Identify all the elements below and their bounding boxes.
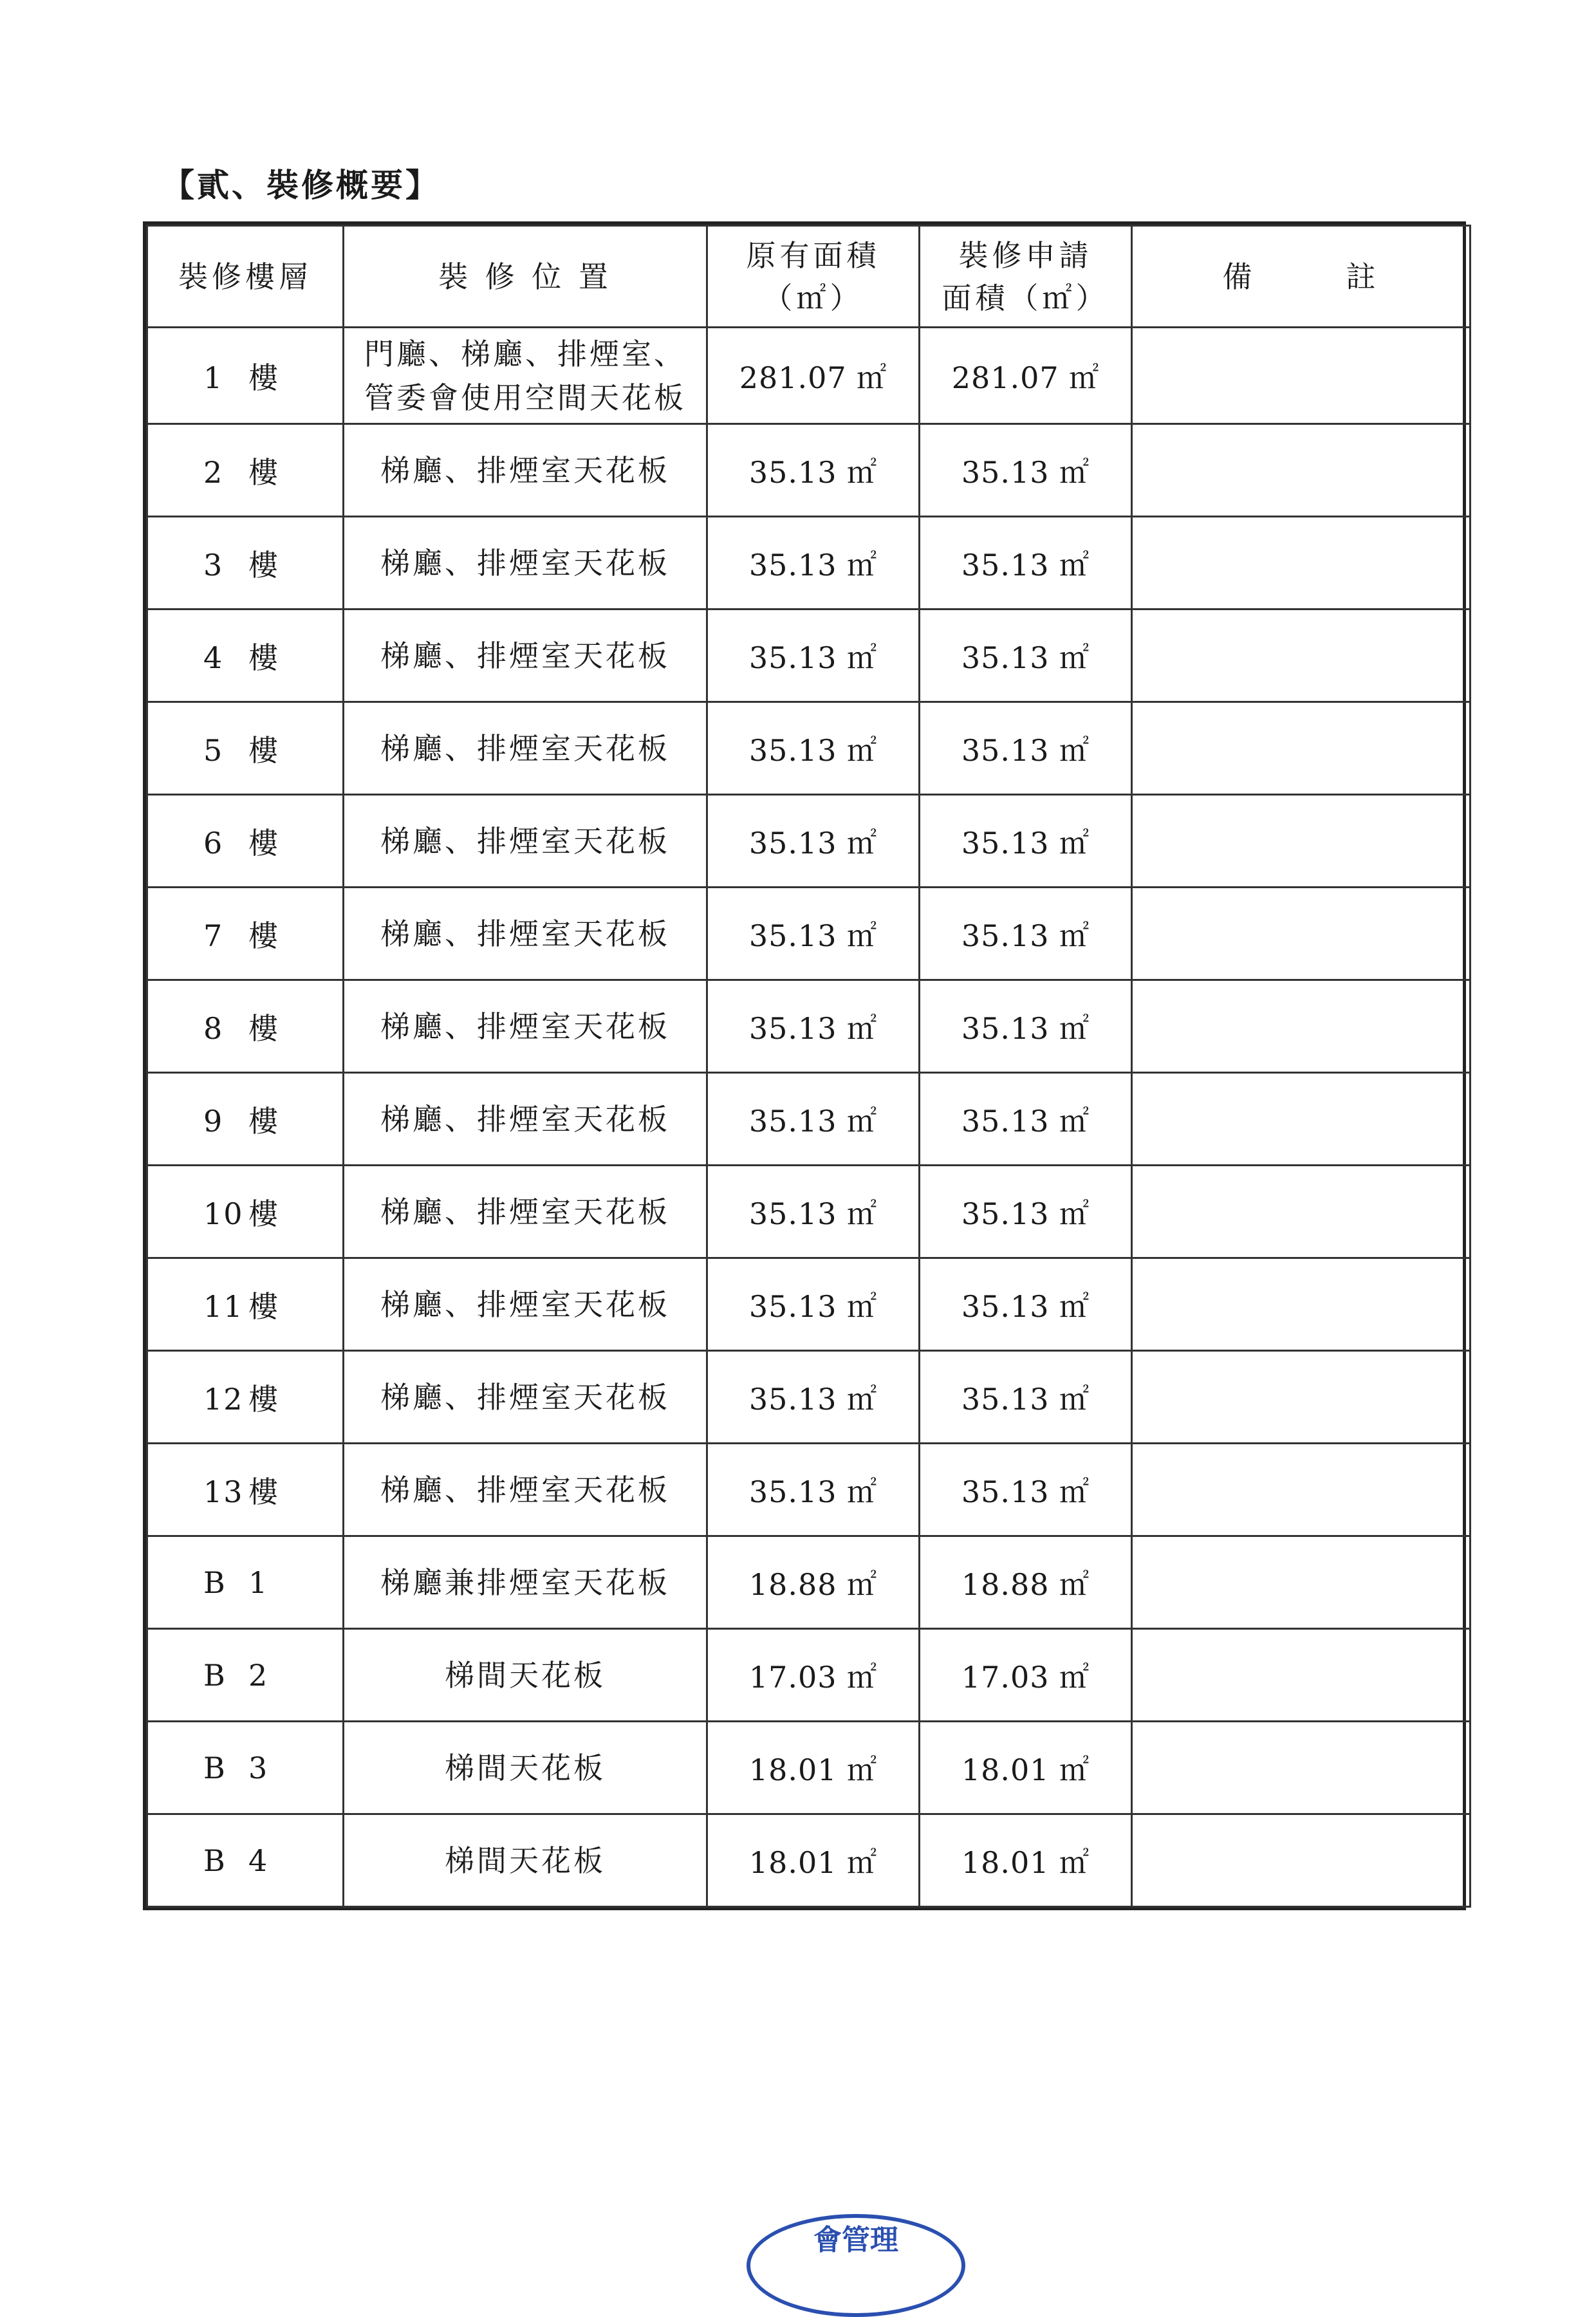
floor-cell <box>147 1258 344 1351</box>
applied-area-cell: 35.13 ㎡ <box>920 1351 1132 1444</box>
original-area-cell: 35.13 ㎡ <box>707 702 920 795</box>
remark-cell <box>1132 1073 1471 1166</box>
floor-unit: 樓 <box>248 1381 279 1417</box>
table-row <box>147 1722 1471 1814</box>
floor-cell <box>147 888 344 980</box>
floor-unit: 樓 <box>248 825 279 861</box>
floor-number: 12 <box>203 1381 244 1417</box>
floor-unit: 樓 <box>248 547 279 582</box>
location-cell: 梯廳、排煙室天花板 <box>344 424 707 517</box>
floor-number: 9 <box>203 1103 224 1139</box>
floor-unit: 樓 <box>248 360 279 395</box>
applied-area-cell: 18.01 ㎡ <box>920 1722 1132 1814</box>
floor-cell <box>147 517 344 609</box>
floor-unit: 樓 <box>248 640 279 675</box>
table-row <box>147 1536 1471 1629</box>
header-applied-area-line2: 面積（㎡） <box>942 280 1109 315</box>
floor-unit: 樓 <box>248 918 279 953</box>
table-row <box>147 795 1471 888</box>
remark-cell <box>1132 1629 1471 1722</box>
header-applied-area-line1: 裝修申請 <box>958 237 1093 273</box>
original-area-cell: 35.13 ㎡ <box>707 888 920 980</box>
header-original-area-line1: 原有面積 <box>746 237 880 273</box>
applied-area-cell: 35.13 ㎡ <box>920 1073 1132 1166</box>
location-cell: 梯廳、排煙室天花板 <box>344 1073 707 1166</box>
floor-number: 5 <box>203 732 224 768</box>
location-cell: 梯廳兼排煙室天花板 <box>344 1536 707 1629</box>
location-cell: 梯廳、排煙室天花板 <box>344 1444 707 1536</box>
floor-unit: 樓 <box>248 732 279 768</box>
floor-unit: 樓 <box>248 1103 279 1139</box>
original-area-cell: 18.01 ㎡ <box>707 1722 920 1814</box>
floor-unit: 1 <box>248 1565 269 1600</box>
location-cell: 梯廳、排煙室天花板 <box>344 517 707 609</box>
floor-number: 8 <box>203 1010 224 1046</box>
location-cell: 梯廳、排煙室天花板 <box>344 980 707 1073</box>
header-floor: 裝修樓層 <box>147 226 344 328</box>
header-location: 裝 修 位 置 <box>344 226 707 328</box>
floor-unit: 樓 <box>248 1474 279 1509</box>
applied-area-cell: 18.88 ㎡ <box>920 1536 1132 1629</box>
original-area-cell: 35.13 ㎡ <box>707 795 920 888</box>
original-area-cell: 35.13 ㎡ <box>707 609 920 702</box>
remark-cell <box>1132 1351 1471 1444</box>
applied-area-cell: 35.13 ㎡ <box>920 702 1132 795</box>
table-row <box>147 702 1471 795</box>
floor-number: 2 <box>203 454 224 490</box>
remark-cell <box>1132 1536 1471 1629</box>
applied-area-cell: 35.13 ㎡ <box>920 517 1132 609</box>
remark-cell <box>1132 1258 1471 1351</box>
location-cell: 梯廳、排煙室天花板 <box>344 1351 707 1444</box>
table-row <box>147 1073 1471 1166</box>
floor-unit: 樓 <box>248 1010 279 1046</box>
floor-number: 13 <box>203 1474 244 1509</box>
official-stamp: 會管理 <box>747 2214 965 2317</box>
location-cell: 梯廳、排煙室天花板 <box>344 1166 707 1258</box>
floor-cell <box>147 424 344 517</box>
original-area-cell: 18.88 ㎡ <box>707 1536 920 1629</box>
floor-unit: 樓 <box>248 454 279 490</box>
original-area-cell: 35.13 ㎡ <box>707 1351 920 1444</box>
remark-cell <box>1132 1444 1471 1536</box>
remark-cell <box>1132 1722 1471 1814</box>
remark-cell <box>1132 1166 1471 1258</box>
location-cell: 梯間天花板 <box>344 1814 707 1907</box>
floor-number: 7 <box>203 918 224 953</box>
location-cell: 梯間天花板 <box>344 1722 707 1814</box>
table-row <box>147 1444 1471 1536</box>
original-area-cell: 35.13 ㎡ <box>707 1166 920 1258</box>
applied-area-cell: 35.13 ㎡ <box>920 795 1132 888</box>
original-area-cell: 35.13 ㎡ <box>707 424 920 517</box>
floor-unit: 樓 <box>248 1196 279 1231</box>
applied-area-cell: 35.13 ㎡ <box>920 1444 1132 1536</box>
floor-cell <box>147 1536 344 1629</box>
header-applied-area <box>920 226 1132 328</box>
table-row <box>147 609 1471 702</box>
original-area-cell: 35.13 ㎡ <box>707 1258 920 1351</box>
floor-number: B <box>203 1843 227 1878</box>
remark-cell <box>1132 328 1471 424</box>
floor-number: B <box>203 1657 227 1693</box>
floor-unit: 樓 <box>248 1289 279 1324</box>
floor-unit: 3 <box>248 1750 269 1785</box>
applied-area-cell: 35.13 ㎡ <box>920 424 1132 517</box>
floor-cell <box>147 328 344 424</box>
original-area-cell: 17.03 ㎡ <box>707 1629 920 1722</box>
floor-cell <box>147 702 344 795</box>
original-area-cell: 35.13 ㎡ <box>707 980 920 1073</box>
table-row <box>147 980 1471 1073</box>
floor-cell <box>147 1444 344 1536</box>
remark-cell <box>1132 517 1471 609</box>
applied-area-cell: 35.13 ㎡ <box>920 888 1132 980</box>
table-header-row <box>147 226 1471 328</box>
floor-cell <box>147 1814 344 1907</box>
original-area-cell: 35.13 ㎡ <box>707 1073 920 1166</box>
floor-cell <box>147 1073 344 1166</box>
applied-area-cell: 35.13 ㎡ <box>920 609 1132 702</box>
floor-cell <box>147 609 344 702</box>
floor-number: 6 <box>203 825 224 861</box>
original-area-cell: 35.13 ㎡ <box>707 517 920 609</box>
table-row <box>147 1814 1471 1907</box>
header-remark-b: 註 <box>1346 259 1380 294</box>
table-row <box>147 1629 1471 1722</box>
location-cell: 梯廳、排煙室天花板 <box>344 609 707 702</box>
applied-area-cell: 35.13 ㎡ <box>920 1166 1132 1258</box>
table-row <box>147 424 1471 517</box>
original-area-cell: 281.07 ㎡ <box>707 328 920 424</box>
location-cell: 梯廳、排煙室天花板 <box>344 888 707 980</box>
floor-unit: 4 <box>248 1843 269 1878</box>
table-row <box>147 1166 1471 1258</box>
remark-cell <box>1132 1814 1471 1907</box>
floor-cell <box>147 1722 344 1814</box>
location-line1: 門廳、梯廳、排煙室、 <box>364 336 686 371</box>
header-remark <box>1132 226 1471 328</box>
floor-unit: 2 <box>248 1657 269 1693</box>
floor-number: 11 <box>203 1289 244 1324</box>
header-original-area <box>707 226 920 328</box>
table-row <box>147 517 1471 609</box>
remark-cell <box>1132 702 1471 795</box>
original-area-cell: 18.01 ㎡ <box>707 1814 920 1907</box>
applied-area-cell: 35.13 ㎡ <box>920 1258 1132 1351</box>
floor-cell <box>147 1166 344 1258</box>
floor-cell <box>147 980 344 1073</box>
header-remark-a: 備 <box>1222 259 1256 294</box>
floor-number: 1 <box>203 360 224 395</box>
location-cell <box>344 328 707 424</box>
table-row <box>147 328 1471 424</box>
remark-cell <box>1132 609 1471 702</box>
applied-area-cell: 18.01 ㎡ <box>920 1814 1132 1907</box>
floor-number: B <box>203 1750 227 1785</box>
renovation-summary-table <box>143 221 1466 1910</box>
floor-cell <box>147 1351 344 1444</box>
remark-cell <box>1132 980 1471 1073</box>
header-original-area-line2: （㎡） <box>763 280 864 315</box>
floor-cell <box>147 795 344 888</box>
table-row <box>147 888 1471 980</box>
applied-area-cell: 17.03 ㎡ <box>920 1629 1132 1722</box>
original-area-cell: 35.13 ㎡ <box>707 1444 920 1536</box>
table-row <box>147 1258 1471 1351</box>
remark-cell <box>1132 424 1471 517</box>
remark-cell <box>1132 888 1471 980</box>
floor-cell <box>147 1629 344 1722</box>
remark-cell <box>1132 795 1471 888</box>
floor-number: 4 <box>203 640 224 675</box>
location-cell: 梯間天花板 <box>344 1629 707 1722</box>
location-cell: 梯廳、排煙室天花板 <box>344 1258 707 1351</box>
location-cell: 梯廳、排煙室天花板 <box>344 795 707 888</box>
section-title: 【貳、裝修概要】 <box>162 166 440 204</box>
location-cell: 梯廳、排煙室天花板 <box>344 702 707 795</box>
applied-area-cell: 281.07 ㎡ <box>920 328 1132 424</box>
floor-number: B <box>203 1565 227 1600</box>
floor-number: 3 <box>203 547 224 582</box>
location-line2: 管委會使用空間天花板 <box>364 380 686 415</box>
applied-area-cell: 35.13 ㎡ <box>920 980 1132 1073</box>
table-row <box>147 1351 1471 1444</box>
floor-number: 10 <box>203 1196 244 1231</box>
